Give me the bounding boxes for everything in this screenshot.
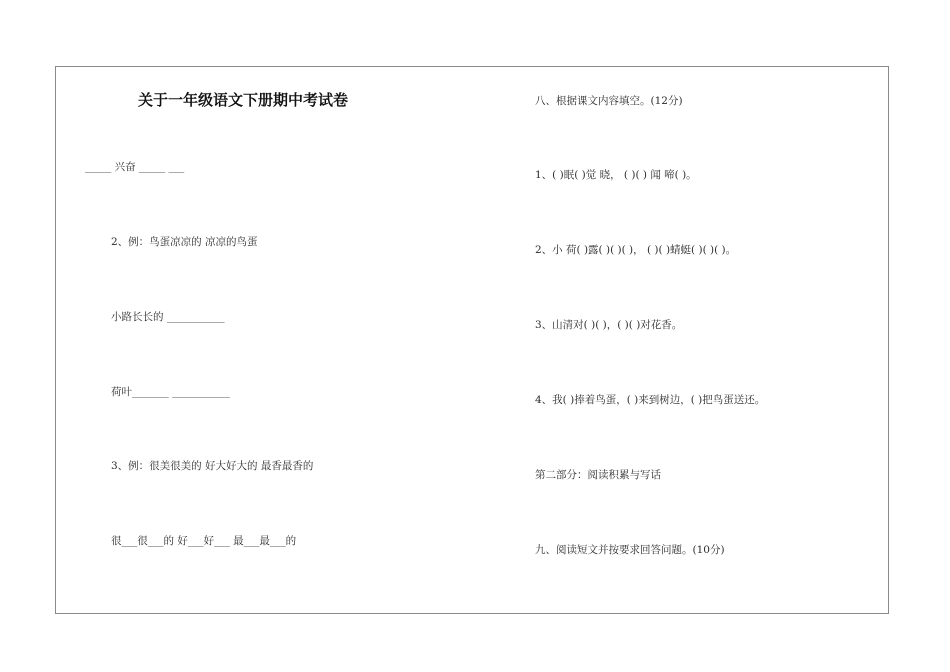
right-line-part2-heading: 第二部分：阅读积累与写话 (535, 469, 661, 481)
right-line-fill-4: 4、我( )捧着鸟蛋，( )来到树边，( )把鸟蛋送还。 (535, 394, 766, 406)
page-title: 关于一年级语文下册期中考试卷 (138, 91, 349, 109)
right-line-fill-3: 3、山清对( )( )，( )( )对花香。 (535, 319, 683, 331)
page-border (55, 66, 889, 614)
right-line-fill-2: 2、小 荷( )露( )( )( )， ( )( )蜻蜓( )( )( )。 (535, 244, 737, 256)
left-line-q3-example: 3、例：很美很美的 好大好大的 最香最香的 (111, 460, 314, 472)
right-line-section8-heading: 八、根据课文内容填空。(12分) (535, 95, 683, 107)
right-line-section9-heading: 九、阅读短文并按要求回答问题。(10分) (535, 544, 725, 556)
right-line-fill-1: 1、( )眠( )觉 晓， ( )( ) 闻 啼( )。 (535, 169, 697, 181)
left-line-vocab: _____ 兴奋 _____ ___ (85, 161, 185, 173)
left-line-q3-blanks: 很___很___的 好___好___ 最___最___的 (111, 535, 297, 547)
left-line-q2-item1: 小路长长的 ___________ (111, 311, 225, 323)
left-line-q2-example: 2、例：鸟蛋凉凉的 凉凉的鸟蛋 (111, 236, 258, 248)
left-line-q2-item2: 荷叶_______ ___________ (111, 386, 230, 398)
